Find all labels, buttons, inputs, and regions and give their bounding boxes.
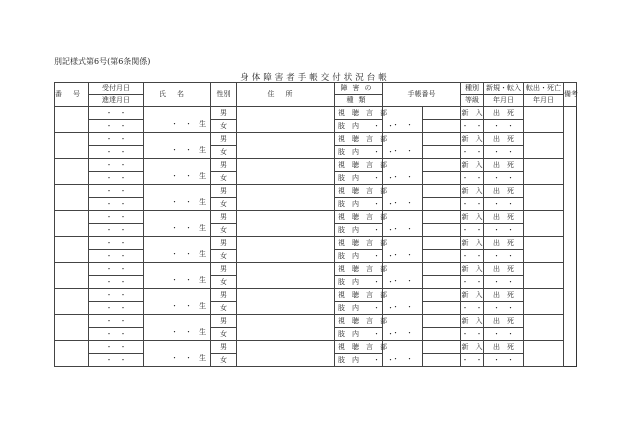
disability-line-1[interactable]: 視 聴 言 部 — [335, 315, 383, 328]
type-cell[interactable] — [423, 315, 461, 328]
disability-line-1[interactable]: 視 聴 言 部 — [335, 289, 383, 302]
grade-cell[interactable] — [423, 198, 461, 211]
col-new-date: 年月日 — [484, 95, 524, 107]
disability-line-2[interactable]: 肢 内 ・ ・ — [335, 328, 383, 341]
type-cell[interactable] — [423, 237, 461, 250]
sex-female[interactable]: 女 — [211, 120, 237, 133]
new-date-cell[interactable]: ・ ・ — [461, 172, 484, 185]
sent-date-cell[interactable]: ・ ・ — [89, 328, 144, 341]
type-cell[interactable] — [423, 289, 461, 302]
name-cell[interactable] — [144, 237, 211, 263]
name-cell[interactable] — [144, 107, 211, 133]
sex-male[interactable]: 男 — [211, 237, 237, 250]
grade-cell[interactable] — [423, 354, 461, 367]
sex-male[interactable]: 男 — [211, 159, 237, 172]
record-number-cell[interactable] — [55, 107, 89, 133]
address-cell[interactable] — [237, 289, 335, 315]
record-row-top — [55, 237, 577, 250]
sent-date-cell[interactable]: ・ ・ — [89, 146, 144, 159]
notebook-dots: ・ ・ — [392, 329, 413, 337]
remarks-cell[interactable] — [524, 289, 564, 315]
form-number-note: 別記様式第6号(第6条関係) — [54, 57, 151, 66]
birth-date-text: ・ ・ 生 — [171, 354, 206, 362]
col-address: 住所 — [237, 83, 335, 107]
new-date-cell[interactable]: ・ ・ — [461, 198, 484, 211]
disability-line-1[interactable]: 視 聴 言 部 — [335, 133, 383, 146]
out-death-cell[interactable]: 出 死 — [484, 289, 524, 302]
record-row-top — [55, 107, 577, 120]
type-cell[interactable] — [423, 211, 461, 224]
record-number-cell[interactable] — [55, 211, 89, 237]
record-number-cell[interactable] — [55, 341, 89, 367]
col-grade: 等級 — [461, 95, 484, 107]
out-death-cell[interactable]: 出 死 — [484, 133, 524, 146]
grade-cell[interactable] — [423, 250, 461, 263]
remarks-cell[interactable] — [524, 341, 564, 367]
out-date-cell[interactable]: ・ ・ — [484, 146, 524, 159]
record-row-top — [55, 263, 577, 276]
sex-female[interactable]: 女 — [211, 302, 237, 315]
disability-line-1[interactable]: 視 聴 言 部 — [335, 341, 383, 354]
disability-line-2[interactable]: 肢 内 ・ ・ — [335, 198, 383, 211]
received-date-cell[interactable]: ・ ・ — [89, 341, 144, 354]
ledger-body — [55, 107, 577, 367]
sex-male[interactable]: 男 — [211, 315, 237, 328]
sex-female[interactable]: 女 — [211, 276, 237, 289]
notebook-dots: ・ ・ — [392, 199, 413, 207]
birth-date-text: ・ ・ 生 — [171, 276, 206, 284]
disability-line-1[interactable]: 視 聴 言 部 — [335, 107, 383, 120]
record-row-top — [55, 185, 577, 198]
notebook-dots: ・ ・ — [392, 147, 413, 155]
received-date-cell[interactable]: ・ ・ — [89, 107, 144, 120]
address-cell[interactable] — [237, 315, 335, 341]
received-date-cell[interactable]: ・ ・ — [89, 263, 144, 276]
sex-male[interactable]: 男 — [211, 289, 237, 302]
new-transfer-cell[interactable]: 新 入 — [461, 341, 484, 354]
type-cell[interactable] — [423, 133, 461, 146]
disability-line-2[interactable]: 肢 内 ・ ・ — [335, 224, 383, 237]
sent-date-cell[interactable]: ・ ・ — [89, 302, 144, 315]
col-notebook-no: 手帳番号 — [383, 83, 461, 107]
col-number: 番号 — [55, 83, 89, 107]
disability-line-2[interactable]: 肢 内 ・ ・ — [335, 172, 383, 185]
address-cell[interactable] — [237, 237, 335, 263]
received-date-cell[interactable]: ・ ・ — [89, 159, 144, 172]
out-date-cell[interactable]: ・ ・ — [484, 250, 524, 263]
name-cell[interactable] — [144, 211, 211, 237]
record-number-cell[interactable] — [55, 185, 89, 211]
disability-line-2[interactable]: 肢 内 ・ ・ — [335, 250, 383, 263]
address-cell[interactable] — [237, 159, 335, 185]
sent-date-cell[interactable]: ・ ・ — [89, 120, 144, 133]
out-date-cell[interactable]: ・ ・ — [484, 354, 524, 367]
sex-female[interactable]: 女 — [211, 172, 237, 185]
sex-male[interactable]: 男 — [211, 341, 237, 354]
remarks-cell[interactable] — [524, 263, 564, 289]
record-number-cell[interactable] — [55, 133, 89, 159]
out-death-cell[interactable]: 出 死 — [484, 237, 524, 250]
grade-cell[interactable] — [423, 146, 461, 159]
disability-line-1[interactable]: 視 聴 言 部 — [335, 237, 383, 250]
grade-cell[interactable] — [423, 120, 461, 133]
type-cell[interactable] — [423, 263, 461, 276]
received-date-cell[interactable]: ・ ・ — [89, 289, 144, 302]
out-death-cell[interactable]: 出 死 — [484, 211, 524, 224]
disability-line-2[interactable]: 肢 内 ・ ・ — [335, 354, 383, 367]
notebook-dots: ・ ・ — [392, 173, 413, 181]
new-date-cell[interactable]: ・ ・ — [461, 276, 484, 289]
sex-male[interactable]: 男 — [211, 211, 237, 224]
new-transfer-cell[interactable]: 新 入 — [461, 133, 484, 146]
new-date-cell[interactable]: ・ ・ — [461, 302, 484, 315]
remarks-cell[interactable] — [524, 133, 564, 159]
sex-female[interactable]: 女 — [211, 146, 237, 159]
out-date-cell[interactable]: ・ ・ — [484, 302, 524, 315]
record-row-top — [55, 211, 577, 224]
new-date-cell[interactable]: ・ ・ — [461, 354, 484, 367]
address-cell[interactable] — [237, 107, 335, 133]
col-out-death: 転出・死亡 — [524, 83, 564, 95]
out-death-cell[interactable]: 出 死 — [484, 159, 524, 172]
ledger-table — [54, 82, 577, 367]
sent-date-cell[interactable]: ・ ・ — [89, 224, 144, 237]
ledger-title: 身体障害者手帳交付状況台帳 — [240, 73, 390, 83]
record-row-top — [55, 159, 577, 172]
name-cell[interactable] — [144, 315, 211, 341]
remarks-cell[interactable] — [524, 185, 564, 211]
notebook-dots: ・ ・ — [392, 277, 413, 285]
sent-date-cell[interactable]: ・ ・ — [89, 354, 144, 367]
name-cell[interactable] — [144, 341, 211, 367]
out-date-cell[interactable]: ・ ・ — [484, 276, 524, 289]
notebook-dots: ・ ・ — [392, 251, 413, 259]
grade-cell[interactable] — [423, 172, 461, 185]
address-cell[interactable] — [237, 341, 335, 367]
remarks-cell[interactable] — [524, 211, 564, 237]
notebook-dots: ・ ・ — [392, 303, 413, 311]
new-transfer-cell[interactable]: 新 入 — [461, 159, 484, 172]
col-new-transfer: 新規・転入 — [484, 83, 524, 95]
sent-date-cell[interactable]: ・ ・ — [89, 276, 144, 289]
sent-date-cell[interactable]: ・ ・ — [89, 172, 144, 185]
name-cell[interactable] — [144, 185, 211, 211]
new-date-cell[interactable]: ・ ・ — [461, 224, 484, 237]
sex-male[interactable]: 男 — [211, 185, 237, 198]
grade-cell[interactable] — [423, 302, 461, 315]
out-death-cell[interactable]: 出 死 — [484, 341, 524, 354]
new-transfer-cell[interactable]: 新 入 — [461, 237, 484, 250]
birth-date-text: ・ ・ 生 — [171, 250, 206, 258]
record-row-top — [55, 315, 577, 328]
new-transfer-cell[interactable]: 新 入 — [461, 315, 484, 328]
disability-line-1[interactable]: 視 聴 言 部 — [335, 263, 383, 276]
new-date-cell[interactable]: ・ ・ — [461, 146, 484, 159]
birth-date-text: ・ ・ 生 — [171, 302, 206, 310]
name-cell[interactable] — [144, 289, 211, 315]
type-cell[interactable] — [423, 107, 461, 120]
received-date-cell[interactable]: ・ ・ — [89, 315, 144, 328]
name-cell[interactable] — [144, 133, 211, 159]
record-number-cell[interactable] — [55, 289, 89, 315]
out-death-cell[interactable]: 出 死 — [484, 315, 524, 328]
sex-male[interactable]: 男 — [211, 263, 237, 276]
new-date-cell[interactable]: ・ ・ — [461, 250, 484, 263]
notebook-dots: ・ ・ — [392, 355, 413, 363]
birth-date-text: ・ ・ 生 — [171, 328, 206, 336]
col-sent: 進達月日 — [89, 95, 144, 107]
record-number-cell[interactable] — [55, 237, 89, 263]
address-cell[interactable] — [237, 185, 335, 211]
disability-line-1[interactable]: 視 聴 言 部 — [335, 159, 383, 172]
type-cell[interactable] — [423, 341, 461, 354]
out-date-cell[interactable]: ・ ・ — [484, 172, 524, 185]
col-out-date: 年月日 — [524, 95, 564, 107]
received-date-cell[interactable]: ・ ・ — [89, 237, 144, 250]
address-cell[interactable] — [237, 211, 335, 237]
sex-female[interactable]: 女 — [211, 198, 237, 211]
disability-line-1[interactable]: 視 聴 言 部 — [335, 185, 383, 198]
col-sex: 性別 — [211, 83, 237, 107]
birth-date-text: ・ ・ 生 — [171, 224, 206, 232]
out-death-cell[interactable]: 出 死 — [484, 263, 524, 276]
record-number-cell[interactable] — [55, 159, 89, 185]
new-transfer-cell[interactable]: 新 入 — [461, 185, 484, 198]
received-date-cell[interactable]: ・ ・ — [89, 133, 144, 146]
grade-cell[interactable] — [423, 276, 461, 289]
received-date-cell[interactable]: ・ ・ — [89, 185, 144, 198]
col-name: 氏名 — [144, 83, 211, 107]
new-date-cell[interactable]: ・ ・ — [461, 120, 484, 133]
sex-male[interactable]: 男 — [211, 107, 237, 120]
out-death-cell[interactable]: 出 死 — [484, 185, 524, 198]
grade-cell[interactable] — [423, 328, 461, 341]
name-cell[interactable] — [144, 263, 211, 289]
record-row-top — [55, 341, 577, 354]
disability-line-1[interactable]: 視 聴 言 部 — [335, 211, 383, 224]
remarks-cell[interactable] — [524, 315, 564, 341]
disability-line-2[interactable]: 肢 内 ・ ・ — [335, 120, 383, 133]
sent-date-cell[interactable]: ・ ・ — [89, 198, 144, 211]
sex-female[interactable]: 女 — [211, 328, 237, 341]
out-date-cell[interactable]: ・ ・ — [484, 120, 524, 133]
disability-line-2[interactable]: 肢 内 ・ ・ — [335, 146, 383, 159]
remarks-cell[interactable] — [524, 159, 564, 185]
grade-cell[interactable] — [423, 224, 461, 237]
record-row-top — [55, 133, 577, 146]
out-date-cell[interactable]: ・ ・ — [484, 224, 524, 237]
birth-date-text: ・ ・ 生 — [171, 120, 206, 128]
sex-male[interactable]: 男 — [211, 133, 237, 146]
type-cell[interactable] — [423, 185, 461, 198]
notebook-dots: ・ ・ — [392, 225, 413, 233]
type-cell[interactable] — [423, 159, 461, 172]
notebook-dots: ・ ・ — [392, 121, 413, 129]
sex-female[interactable]: 女 — [211, 224, 237, 237]
col-type: 種別 — [461, 83, 484, 95]
col-disability: 障害の — [335, 83, 383, 95]
new-transfer-cell[interactable]: 新 入 — [461, 107, 484, 120]
disability-line-2[interactable]: 肢 内 ・ ・ — [335, 276, 383, 289]
out-date-cell[interactable]: ・ ・ — [484, 198, 524, 211]
birth-date-text: ・ ・ 生 — [171, 198, 206, 206]
new-transfer-cell[interactable]: 新 入 — [461, 211, 484, 224]
address-cell[interactable] — [237, 133, 335, 159]
name-cell[interactable] — [144, 159, 211, 185]
remarks-cell[interactable] — [524, 107, 564, 133]
sex-female[interactable]: 女 — [211, 250, 237, 263]
out-death-cell[interactable]: 出 死 — [484, 107, 524, 120]
record-row-top — [55, 289, 577, 302]
new-date-cell[interactable]: ・ ・ — [461, 328, 484, 341]
remarks-cell[interactable] — [524, 237, 564, 263]
birth-date-text: ・ ・ 生 — [171, 172, 206, 180]
new-transfer-cell[interactable]: 新 入 — [461, 263, 484, 276]
address-cell[interactable] — [237, 263, 335, 289]
sex-female[interactable]: 女 — [211, 354, 237, 367]
out-date-cell[interactable]: ・ ・ — [484, 328, 524, 341]
sent-date-cell[interactable]: ・ ・ — [89, 250, 144, 263]
record-number-cell[interactable] — [55, 263, 89, 289]
col-remarks: 備考 — [564, 83, 577, 107]
col-received: 受付月日 — [89, 83, 144, 95]
received-date-cell[interactable]: ・ ・ — [89, 211, 144, 224]
disability-line-2[interactable]: 肢 内 ・ ・ — [335, 302, 383, 315]
new-transfer-cell[interactable]: 新 入 — [461, 289, 484, 302]
col-disability-type: 種類 — [335, 95, 383, 107]
record-number-cell[interactable] — [55, 315, 89, 341]
birth-date-text: ・ ・ 生 — [171, 146, 206, 154]
